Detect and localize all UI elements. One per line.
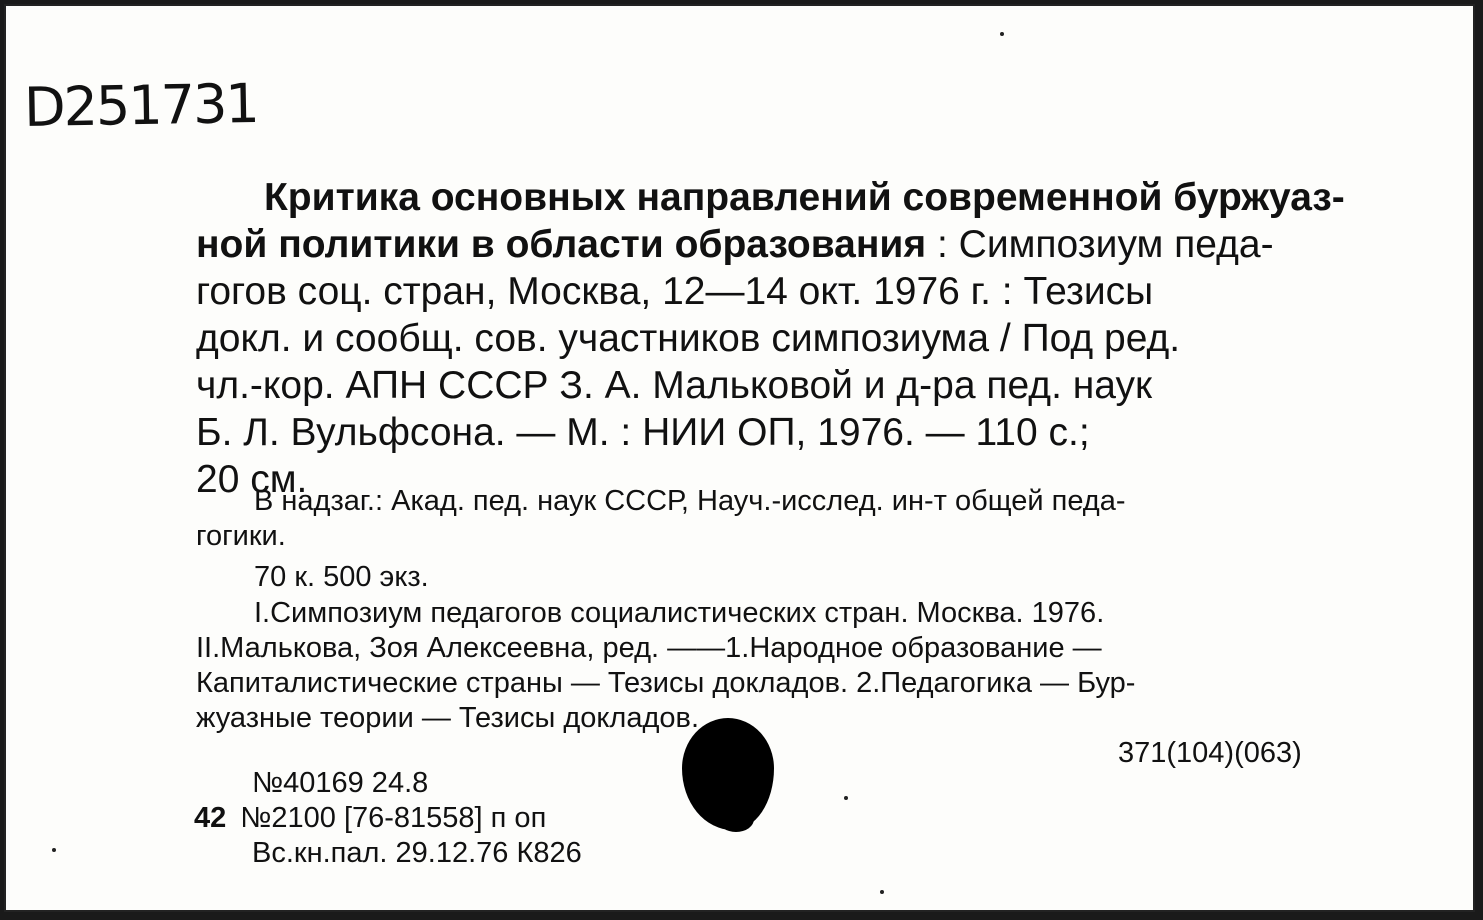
subjects-block xyxy=(196,596,1376,736)
subject-line-1: I.Симпозиум педагогов социалистических стран. Москва. 1976. xyxy=(254,597,1105,629)
subject-line-3: Капиталистические страны — Тезисы докладов. 2.Педагогика — Бур- xyxy=(196,667,1136,699)
speck xyxy=(844,796,848,800)
footer-line-2 xyxy=(194,801,694,836)
speck xyxy=(1000,32,1004,36)
desc-line-2: докл. и сообщ. сов. участников симпозиума / Под ред. xyxy=(196,317,1181,360)
desc-line-1: гогов соц. стран, Москва, 12—14 окт. 1976 г. : Тезисы xyxy=(196,270,1154,313)
footer-line-1: №40169 24.8 xyxy=(252,767,429,799)
title-line-1: Критика основных направлений современной буржуаз- xyxy=(264,176,1345,219)
footer-block xyxy=(194,766,694,871)
speck xyxy=(880,890,884,894)
note-block xyxy=(196,484,1376,554)
subject-line-2: II.Малькова, Зоя Алексеевна, ред. ——1.Народное образование — xyxy=(196,632,1102,664)
handwritten-stamp: D251731 xyxy=(23,71,259,140)
title-tail: : Симпозиум педа- xyxy=(926,223,1274,266)
title-line-2-bold: ной политики в области образования xyxy=(196,223,927,266)
desc-line-3: чл.-кор. АПН СССР З. А. Мальковой и д-ра пед. наук xyxy=(196,364,1153,407)
price-line: 70 к. 500 экз. xyxy=(254,561,429,593)
desc-line-5: 20 см. xyxy=(196,458,308,501)
footer-line-3: Вс.кн.пал. 29.12.76 К826 xyxy=(252,837,582,869)
footer-line-2-text: №2100 [76-81558] п оп xyxy=(240,802,547,834)
classification-code: 371(104)(063) xyxy=(1118,737,1302,769)
note-line-1: В надзаг.: Акад. пед. наук СССР, Науч.-исслед. ин-т общей педа- xyxy=(254,485,1126,517)
subject-line-4: жуазные теории — Тезисы докладов. xyxy=(196,702,699,734)
bibliographic-entry xyxy=(196,174,1376,503)
catalog-card xyxy=(4,4,1475,912)
footer-prefix: 42 xyxy=(194,802,227,834)
note-line-2: гогики. xyxy=(196,520,286,552)
speck xyxy=(52,848,56,852)
title-line-2 xyxy=(196,221,1376,268)
price-block xyxy=(196,560,1376,595)
ink-blot-tail xyxy=(718,806,754,832)
desc-line-4: Б. Л. Вульфсона. — М. : НИИ ОП, 1976. — 110 с.; xyxy=(196,411,1090,454)
